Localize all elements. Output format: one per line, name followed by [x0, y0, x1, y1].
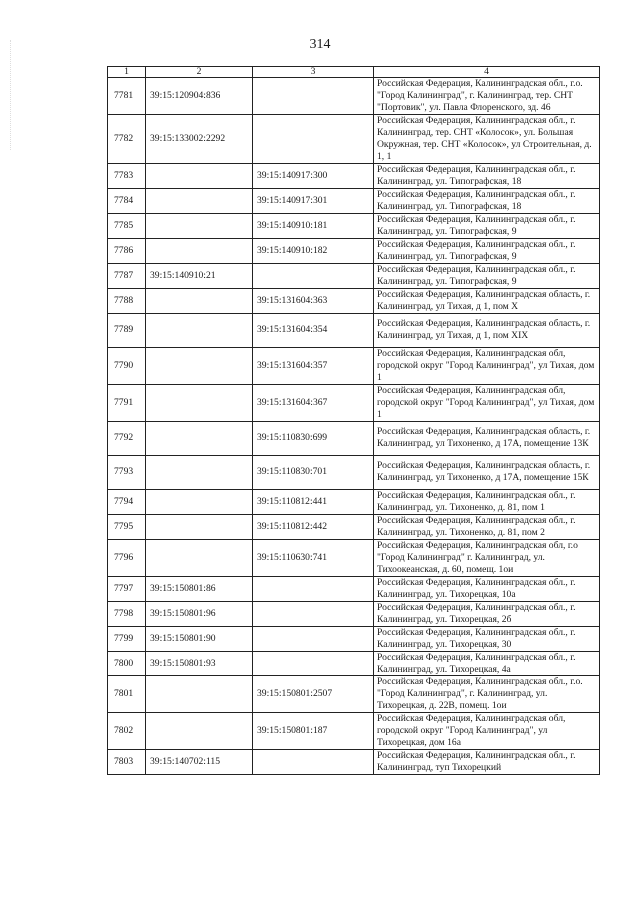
table-row [108, 576, 600, 601]
building-cadastral-number-cell [253, 115, 374, 164]
row-number-cell: 7792 [108, 421, 146, 455]
row-number-cell: 7798 [108, 601, 146, 626]
table-row [108, 238, 600, 263]
land-cadastral-number-cell [146, 713, 253, 750]
address-cell: Российская Федерация, Калининградская обл, городской округ "Город Калининград", ул Тихая, дом 1 [374, 347, 600, 384]
land-cadastral-number-cell: 39:15:140702:115 [146, 750, 253, 775]
column-header-2: 2 [146, 67, 253, 78]
table-row [108, 750, 600, 775]
column-header-1: 1 [108, 67, 146, 78]
address-cell: Российская Федерация, Калининградская обл., г. Калининград, ул. Типографская, 9 [374, 213, 600, 238]
land-cadastral-number-cell [146, 489, 253, 514]
land-cadastral-number-cell: 39:15:150801:96 [146, 601, 253, 626]
row-number-cell: 7785 [108, 213, 146, 238]
table-row [108, 489, 600, 514]
table-row [108, 601, 600, 626]
building-cadastral-number-cell: 39:15:140917:301 [253, 188, 374, 213]
address-cell: Российская Федерация, Калининградская область, г. Калининград, ул Тихая, д 1, пом X [374, 288, 600, 313]
column-header-3: 3 [253, 67, 374, 78]
row-number-cell: 7795 [108, 514, 146, 539]
row-number-cell: 7788 [108, 288, 146, 313]
row-number-cell: 7781 [108, 78, 146, 115]
building-cadastral-number-cell [253, 601, 374, 626]
table-row [108, 188, 600, 213]
registry-table-body [108, 78, 600, 775]
land-cadastral-number-cell [146, 421, 253, 455]
address-cell: Российская Федерация, Калининградская обл., г. Калининград, ул. Тихоненко, д. 81, пом 2 [374, 514, 600, 539]
address-cell: Российская Федерация, Калининградская обл, городской округ "Город Калининград", ул Тихорецкая, дом 16а [374, 713, 600, 750]
table-row [108, 713, 600, 750]
address-cell: Российская Федерация, Калининградская обл., г. Калининград, ул. Тихоненко, д. 81, пом 1 [374, 489, 600, 514]
building-cadastral-number-cell: 39:15:140917:300 [253, 164, 374, 189]
row-number-cell: 7783 [108, 164, 146, 189]
land-cadastral-number-cell [146, 347, 253, 384]
table-header-row [108, 67, 600, 78]
scan-margin-marks [10, 40, 21, 150]
building-cadastral-number-cell: 39:15:140910:181 [253, 213, 374, 238]
address-cell: Российская Федерация, Калининградская обл., г.о. "Город Калининград", г. Калининград, тер. СНТ "Портовик", ул. Павла Флоренского, зд. 46 [374, 78, 600, 115]
table-row [108, 626, 600, 651]
table-row [108, 651, 600, 676]
table-row [108, 78, 600, 115]
table-row [108, 313, 600, 347]
building-cadastral-number-cell: 39:15:131604:354 [253, 313, 374, 347]
land-cadastral-number-cell: 39:15:150801:86 [146, 576, 253, 601]
address-cell: Российская Федерация, Калининградская обл., г. Калининград, туп Тихорецкий [374, 750, 600, 775]
address-cell: Российская Федерация, Калининградская область, г. Калининград, ул Тихоненко, д 17А, помещение 15К [374, 455, 600, 489]
table-row [108, 263, 600, 288]
building-cadastral-number-cell: 39:15:110630:741 [253, 539, 374, 576]
building-cadastral-number-cell: 39:15:131604:367 [253, 384, 374, 421]
address-cell: Российская Федерация, Калининградская обл., г. Калининград, ул. Тихорецкая, 2б [374, 601, 600, 626]
row-number-cell: 7791 [108, 384, 146, 421]
building-cadastral-number-cell [253, 576, 374, 601]
building-cadastral-number-cell: 39:15:150801:187 [253, 713, 374, 750]
table-row [108, 384, 600, 421]
land-cadastral-number-cell [146, 288, 253, 313]
table-row [108, 288, 600, 313]
table-row [108, 164, 600, 189]
address-cell: Российская Федерация, Калининградская область, г. Калининград, ул Тихоненко, д 17А, помещение 13К [374, 421, 600, 455]
land-cadastral-number-cell [146, 455, 253, 489]
building-cadastral-number-cell: 39:15:110830:699 [253, 421, 374, 455]
land-cadastral-number-cell [146, 384, 253, 421]
table-row [108, 455, 600, 489]
table-row [108, 514, 600, 539]
building-cadastral-number-cell: 39:15:140910:182 [253, 238, 374, 263]
row-number-cell: 7789 [108, 313, 146, 347]
address-cell: Российская Федерация, Калининградская обл, городской округ "Город Калининград", ул Тихая, дом 1 [374, 384, 600, 421]
address-cell: Российская Федерация, Калининградская обл., г. Калининград, тер. СНТ «Колосок», ул. Большая Окружная, тер. СНТ «Колосок», ул Строительная, д. 1, 1 [374, 115, 600, 164]
land-cadastral-number-cell [146, 313, 253, 347]
building-cadastral-number-cell: 39:15:131604:363 [253, 288, 374, 313]
column-header-4: 4 [374, 67, 600, 78]
row-number-cell: 7784 [108, 188, 146, 213]
row-number-cell: 7797 [108, 576, 146, 601]
table-row [108, 115, 600, 164]
row-number-cell: 7794 [108, 489, 146, 514]
land-cadastral-number-cell [146, 213, 253, 238]
land-cadastral-number-cell: 39:15:150801:90 [146, 626, 253, 651]
building-cadastral-number-cell: 39:15:110812:441 [253, 489, 374, 514]
address-cell: Российская Федерация, Калининградская обл, г.о "Город Калининград" г. Калининград, ул. Тихоокеанская, д. 60, помещ. 1ои [374, 539, 600, 576]
land-cadastral-number-cell [146, 164, 253, 189]
address-cell: Российская Федерация, Калининградская обл., г.о. "Город Калининград", г. Калининград, ул. Тихорецкая, д. 22В, помещ. 1ои [374, 676, 600, 713]
building-cadastral-number-cell [253, 78, 374, 115]
building-cadastral-number-cell: 39:15:110830:701 [253, 455, 374, 489]
table-row [108, 213, 600, 238]
row-number-cell: 7803 [108, 750, 146, 775]
address-cell: Российская Федерация, Калининградская обл., г. Калининград, ул. Тихорецкая, 4а [374, 651, 600, 676]
row-number-cell: 7787 [108, 263, 146, 288]
address-cell: Российская Федерация, Калининградская область, г. Калининград, ул Тихая, д 1, пом XIX [374, 313, 600, 347]
table-row [108, 676, 600, 713]
row-number-cell: 7799 [108, 626, 146, 651]
table-row [108, 421, 600, 455]
land-cadastral-number-cell [146, 514, 253, 539]
row-number-cell: 7793 [108, 455, 146, 489]
land-cadastral-number-cell [146, 539, 253, 576]
building-cadastral-number-cell: 39:15:150801:2507 [253, 676, 374, 713]
row-number-cell: 7786 [108, 238, 146, 263]
land-cadastral-number-cell [146, 188, 253, 213]
land-cadastral-number-cell: 39:15:150801:93 [146, 651, 253, 676]
building-cadastral-number-cell [253, 263, 374, 288]
building-cadastral-number-cell: 39:15:131604:357 [253, 347, 374, 384]
row-number-cell: 7801 [108, 676, 146, 713]
land-cadastral-number-cell: 39:15:120904:836 [146, 78, 253, 115]
row-number-cell: 7796 [108, 539, 146, 576]
land-cadastral-number-cell: 39:15:133002:2292 [146, 115, 253, 164]
land-cadastral-number-cell [146, 238, 253, 263]
registry-table [107, 66, 600, 775]
building-cadastral-number-cell [253, 750, 374, 775]
land-cadastral-number-cell: 39:15:140910:21 [146, 263, 253, 288]
table-row [108, 539, 600, 576]
row-number-cell: 7782 [108, 115, 146, 164]
address-cell: Российская Федерация, Калининградская обл., г. Калининград, ул. Тихорецкая, 30 [374, 626, 600, 651]
address-cell: Российская Федерация, Калининградская обл., г. Калининград, ул. Типографская, 18 [374, 188, 600, 213]
address-cell: Российская Федерация, Калининградская обл., г. Калининград, ул. Тихорецкая, 10а [374, 576, 600, 601]
row-number-cell: 7802 [108, 713, 146, 750]
row-number-cell: 7800 [108, 651, 146, 676]
page-number: 314 [309, 37, 331, 52]
table-row [108, 347, 600, 384]
address-cell: Российская Федерация, Калининградская обл., г. Калининград, ул. Типографская, 18 [374, 164, 600, 189]
row-number-cell: 7790 [108, 347, 146, 384]
address-cell: Российская Федерация, Калининградская обл., г. Калининград, ул. Типографская, 9 [374, 263, 600, 288]
building-cadastral-number-cell [253, 626, 374, 651]
address-cell: Российская Федерация, Калининградская обл., г. Калининград, ул. Типографская, 9 [374, 238, 600, 263]
building-cadastral-number-cell: 39:15:110812:442 [253, 514, 374, 539]
building-cadastral-number-cell [253, 651, 374, 676]
land-cadastral-number-cell [146, 676, 253, 713]
